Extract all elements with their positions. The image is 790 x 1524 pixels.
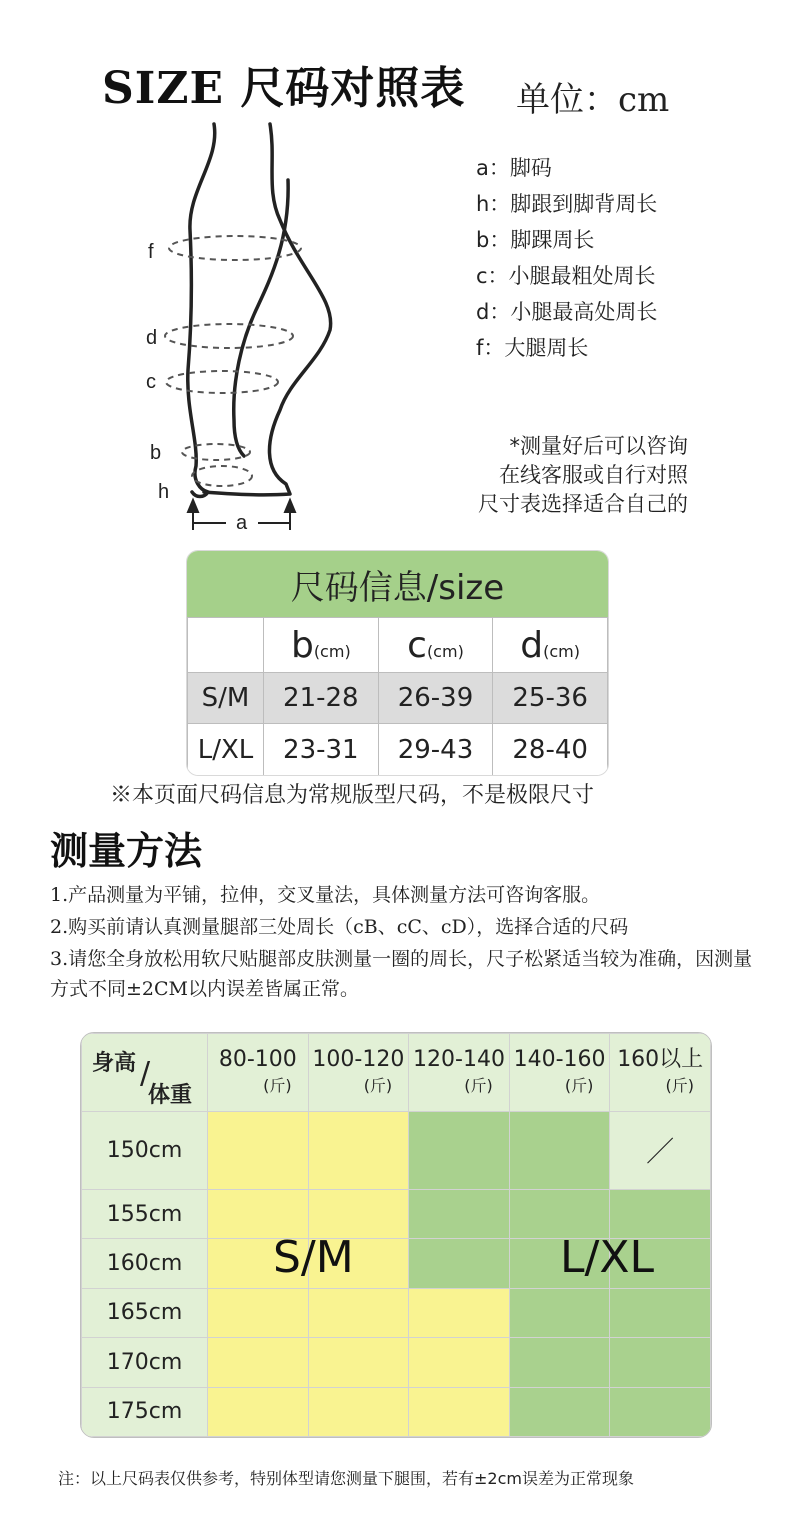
legend-item-f: f：大腿周长: [476, 336, 589, 360]
zone-cell-sm: [308, 1387, 409, 1436]
height-label: 170cm: [82, 1338, 208, 1387]
zone-cell-lxl: [509, 1288, 610, 1337]
zone-cell-sm: [208, 1338, 309, 1387]
zone-cell-sm: [409, 1387, 510, 1436]
zone-cell-lxl: [509, 1387, 610, 1436]
leg-diagram: [140, 120, 340, 540]
label-a: a: [236, 512, 248, 534]
label-c: c: [146, 371, 156, 393]
value-b: 23-31: [264, 724, 379, 777]
value-d: 28-40: [493, 724, 608, 777]
height-row: [82, 1288, 711, 1337]
measurement-legend: [476, 150, 657, 366]
col-header-c: c(cm): [378, 618, 493, 673]
legend-item-c: c：小腿最粗处周长: [476, 264, 656, 288]
zone-cell-lxl: [409, 1112, 510, 1190]
height-row: [82, 1112, 711, 1190]
zone-cell-sm: [409, 1288, 510, 1337]
weight-col-header: 140-160 (斤): [509, 1034, 610, 1112]
zone-cell-sm: [308, 1288, 409, 1337]
method-title: 测量方法: [50, 828, 203, 873]
hw-corner: 身高 / 体重: [82, 1034, 208, 1112]
zone-cell-lxl: [610, 1288, 711, 1337]
height-label: 155cm: [82, 1189, 208, 1238]
col-header-d: d(cm): [493, 618, 608, 673]
method-step: 3.请您全身放松用软尺贴腿部皮肤测量一圈的周长，尺子松紧适当较为准确，因测量方式不同±2CM以内误差皆属正常。: [50, 948, 753, 1000]
weight-col-header: 160以上 (斤): [610, 1034, 711, 1112]
weight-col-header: 80-100 (斤): [208, 1034, 309, 1112]
legend-item-a: a：脚码: [476, 156, 552, 180]
zone-cell-sm: [208, 1112, 309, 1190]
na-cell: ／: [610, 1112, 711, 1190]
zone-cell-sm: [308, 1112, 409, 1190]
height-label: 150cm: [82, 1112, 208, 1190]
footer-note: 注：以上尺码表仅供参考，特别体型请您测量下腿围，若有±2cm误差为正常现象: [58, 1469, 634, 1488]
legend-item-h: h：脚跟到脚背周长: [476, 192, 658, 216]
label-b: b: [150, 442, 162, 464]
measure-note: [440, 432, 688, 519]
ring-d: [165, 324, 293, 348]
legend-item-b: b：脚踝周长: [476, 228, 595, 252]
arrow-up-icon: [285, 500, 295, 512]
label-f: f: [148, 241, 154, 263]
page-title: SIZE 尺码对照表: [102, 63, 466, 114]
zone-cell-lxl: [409, 1189, 510, 1238]
zone-cell-lxl: [509, 1338, 610, 1387]
value-c: 29-43: [378, 724, 493, 777]
zone-cell-sm: [208, 1387, 309, 1436]
leg-outline: [188, 124, 331, 497]
zone-label-sm: S/M: [273, 1232, 354, 1283]
col-header-b: b(cm): [264, 618, 379, 673]
weight-col-header: 120-140 (斤): [409, 1034, 510, 1112]
size-disclaimer: ※本页面尺码信息为常规版型尺码，不是极限尺寸: [110, 783, 595, 808]
table-row: [188, 724, 608, 777]
note-line: *测量好后可以咨询: [509, 434, 688, 458]
zone-cell-lxl: [610, 1387, 711, 1436]
size-info-table: [186, 550, 609, 776]
height-label: 160cm: [82, 1239, 208, 1288]
height-row: [82, 1338, 711, 1387]
note-line: 在线客服或自行对照: [499, 463, 688, 487]
unit-label: 单位：cm: [516, 80, 670, 120]
ring-c: [166, 371, 278, 393]
table-row: [188, 673, 608, 724]
value-b: 21-28: [264, 673, 379, 724]
zone-cell-sm: [409, 1338, 510, 1387]
zone-cell-lxl: [610, 1338, 711, 1387]
size-label: S/M: [188, 673, 264, 724]
measure-rings: [165, 236, 301, 486]
weight-col-header: 100-120 (斤): [308, 1034, 409, 1112]
value-d: 25-36: [493, 673, 608, 724]
note-line: 尺寸表选择适合自己的: [478, 492, 688, 516]
size-label: L/XL: [188, 724, 264, 777]
zone-cell-lxl: [509, 1112, 610, 1190]
zone-cell-sm: [308, 1338, 409, 1387]
size-table-title: 尺码信息/size: [187, 551, 608, 617]
legend-item-d: d：小腿最高处周长: [476, 300, 658, 324]
arrow-up-icon: [188, 500, 198, 512]
zone-cell-sm: [208, 1288, 309, 1337]
size-table-corner: [188, 618, 264, 673]
height-row: [82, 1387, 711, 1436]
label-h: h: [158, 481, 170, 503]
method-step: 1.产品测量为平铺，拉伸，交叉量法，具体测量方法可咨询客服。: [50, 884, 601, 906]
height-label: 175cm: [82, 1387, 208, 1436]
ring-h: [192, 466, 252, 486]
label-d: d: [146, 327, 158, 349]
weight-header-row: [82, 1034, 711, 1112]
method-steps: [50, 880, 760, 1006]
zone-cell-lxl: [409, 1239, 510, 1288]
height-label: 165cm: [82, 1288, 208, 1337]
value-c: 26-39: [378, 673, 493, 724]
method-step: 2.购买前请认真测量腿部三处周长（cB、cC、cD），选择合适的尺码: [50, 916, 629, 938]
zone-label-lxl: L/XL: [560, 1232, 654, 1283]
